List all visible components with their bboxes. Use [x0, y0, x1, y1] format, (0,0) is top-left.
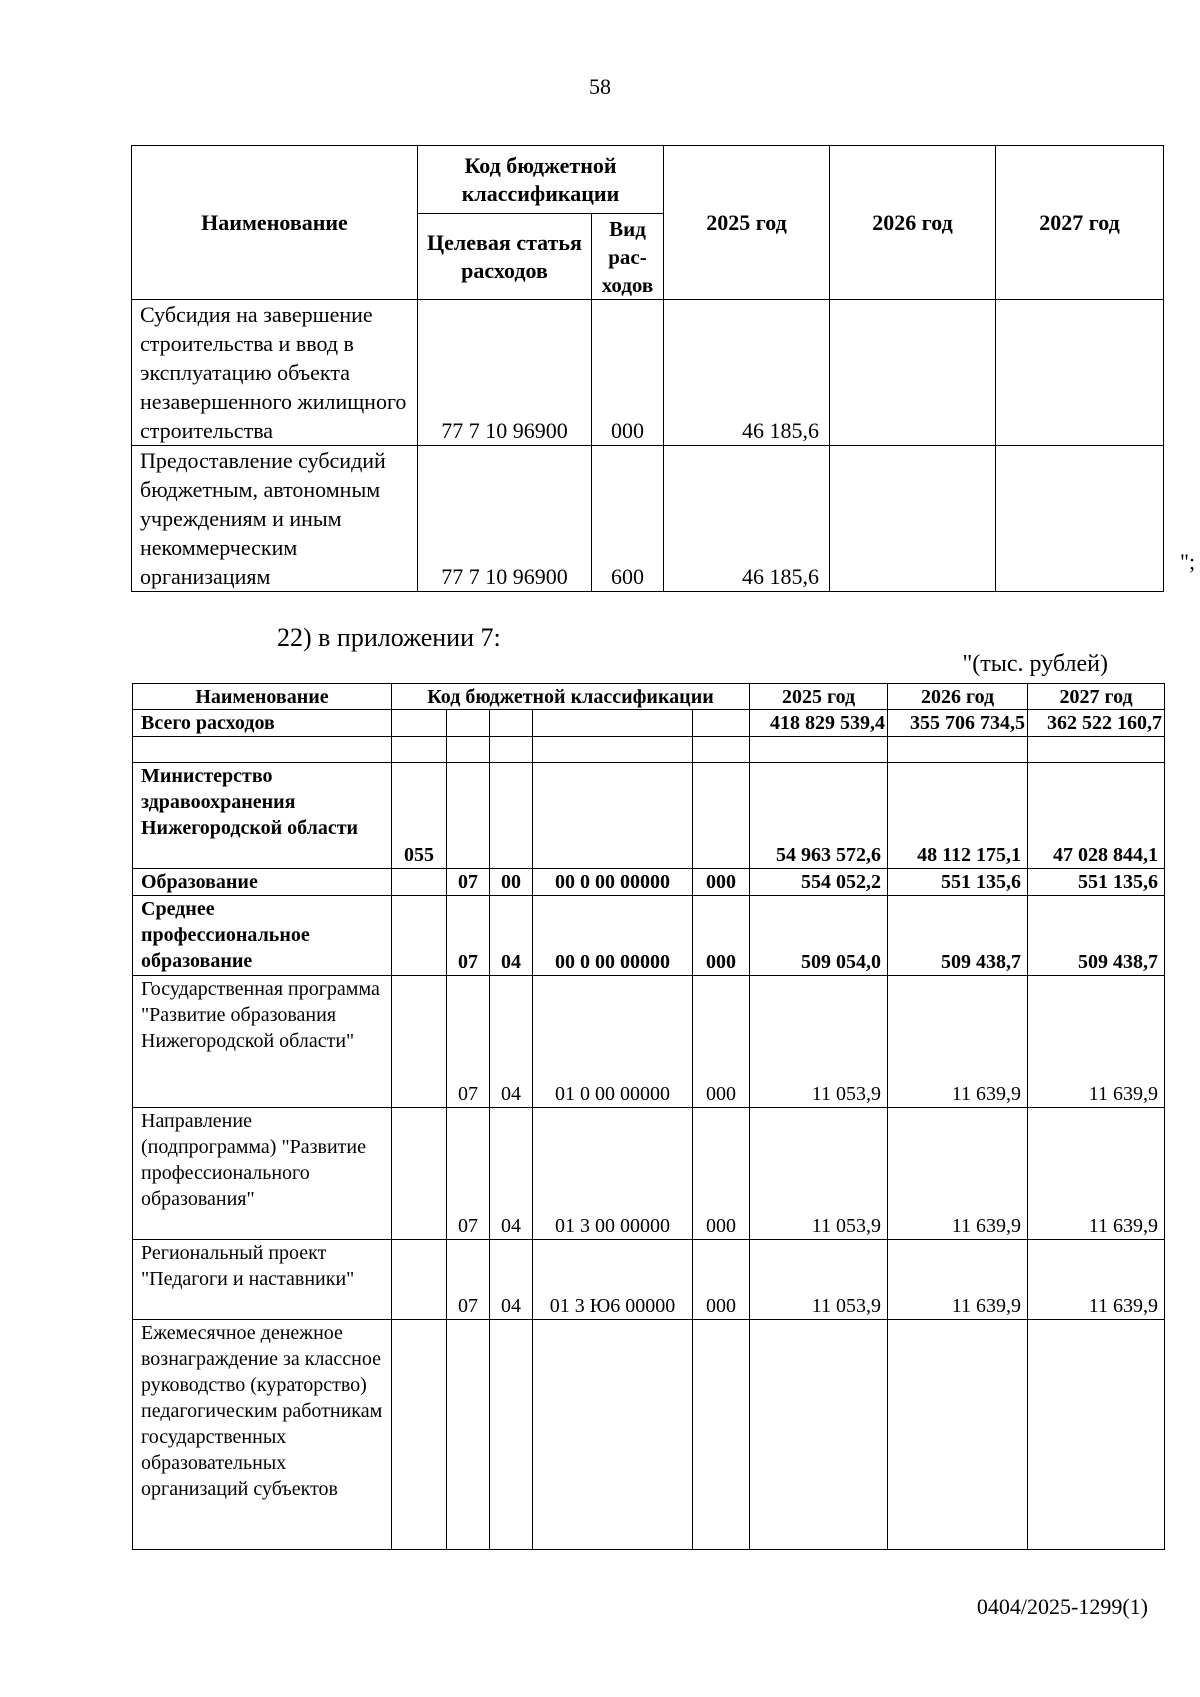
table-row — [132, 300, 1164, 446]
row-expense-type: 000 — [693, 1240, 750, 1320]
row-value-2026: 11 639,9 — [888, 976, 1028, 1108]
row-value-2025: 46 185,6 — [664, 300, 830, 446]
row-target-article: 00 0 00 00000 — [533, 869, 693, 896]
row-value-2026 — [830, 300, 996, 446]
row-name: Образование — [133, 869, 392, 896]
row-target-article: 00 0 00 00000 — [533, 896, 693, 976]
header-year-2027: 2027 год — [996, 146, 1164, 300]
row-value-2025: 46 185,6 — [664, 446, 830, 592]
row-name: Министерство здравоохранения Нижегородской области — [133, 763, 392, 869]
row-subsection — [490, 763, 533, 869]
row-ministry — [392, 1320, 447, 1550]
row-target-article: 01 3 00 00000 — [533, 1108, 693, 1240]
row-section: 07 — [447, 869, 490, 896]
section-heading: 22) в приложении 7: — [277, 623, 501, 652]
row-name: Региональный проект "Педагоги и наставники" — [133, 1240, 392, 1320]
header-year-2027: 2027 год — [1028, 684, 1165, 710]
row-section: 07 — [447, 976, 490, 1108]
table-row — [133, 1240, 1165, 1320]
row-expense-type: 000 — [592, 300, 664, 446]
row-value-2025: 509 054,0 — [750, 896, 888, 976]
header-expense-type: Вид рас-ходов — [592, 214, 664, 300]
header-year-2026: 2026 год — [888, 684, 1028, 710]
row-subsection: 04 — [490, 896, 533, 976]
total-2027: 362 522 160,7 — [1028, 710, 1165, 737]
row-ministry — [392, 976, 447, 1108]
document-code: 0404/2025-1299(1) — [976, 1594, 1148, 1619]
header-year-2025: 2025 год — [750, 684, 888, 710]
row-target-article: 77 7 10 96900 — [418, 446, 592, 592]
header-budget-code: Код бюджетной классификации — [392, 684, 750, 710]
header-name: Наименование — [132, 146, 418, 300]
row-subsection: 04 — [490, 976, 533, 1108]
table-row — [133, 869, 1165, 896]
table-row — [133, 1320, 1165, 1550]
row-expense-type: 600 — [592, 446, 664, 592]
row-ministry — [392, 896, 447, 976]
row-target-article — [533, 763, 693, 869]
table-row — [133, 896, 1165, 976]
row-name: Предоставление субсидий бюджетным, автономным учреждениям и иным некоммерческим организациям — [132, 446, 418, 592]
row-expense-type — [693, 1320, 750, 1550]
appendix-table-continuation — [131, 145, 1164, 592]
units-note: "(тыс. рублей) — [962, 651, 1108, 677]
row-expense-type: 000 — [693, 869, 750, 896]
row-value-2027: 11 639,9 — [1028, 976, 1165, 1108]
row-section: 07 — [447, 896, 490, 976]
row-name: Государственная программа "Развитие образования Нижегородской области" — [133, 976, 392, 1108]
empty-row — [133, 737, 1165, 763]
row-expense-type: 000 — [693, 976, 750, 1108]
row-value-2027 — [996, 300, 1164, 446]
total-label: Всего расходов — [133, 710, 392, 737]
row-value-2025: 11 053,9 — [750, 976, 888, 1108]
total-row — [133, 710, 1165, 737]
table-row — [133, 763, 1165, 869]
row-target-article: 01 3 Ю6 00000 — [533, 1240, 693, 1320]
row-name: Ежемесячное денежное вознаграждение за классное руководство (кураторство) педагогическим работникам государственных образовательных организаций субъектов — [133, 1320, 392, 1550]
row-section — [447, 763, 490, 869]
row-ministry — [392, 869, 447, 896]
row-value-2025: 11 053,9 — [750, 1108, 888, 1240]
row-target-article — [533, 1320, 693, 1550]
row-value-2025 — [750, 1320, 888, 1550]
total-2025: 418 829 539,4 — [750, 710, 888, 737]
table-row — [133, 976, 1165, 1108]
row-ministry: 055 — [392, 763, 447, 869]
row-subsection — [490, 1320, 533, 1550]
row-section: 07 — [447, 1108, 490, 1240]
row-value-2025: 554 052,2 — [750, 869, 888, 896]
row-value-2026 — [888, 1320, 1028, 1550]
closing-quote: "; — [1180, 549, 1196, 574]
header-year-2025: 2025 год — [664, 146, 830, 300]
row-value-2027: 11 639,9 — [1028, 1240, 1165, 1320]
row-section — [447, 1320, 490, 1550]
row-value-2027: 11 639,9 — [1028, 1108, 1165, 1240]
row-target-article: 01 0 00 00000 — [533, 976, 693, 1108]
table-row — [132, 446, 1164, 592]
row-expense-type: 000 — [693, 1108, 750, 1240]
row-value-2026: 48 112 175,1 — [888, 763, 1028, 869]
table-row — [133, 1108, 1165, 1240]
row-value-2026: 11 639,9 — [888, 1108, 1028, 1240]
row-ministry — [392, 1240, 447, 1320]
row-subsection: 04 — [490, 1108, 533, 1240]
row-value-2027: 47 028 844,1 — [1028, 763, 1165, 869]
row-value-2027: 551 135,6 — [1028, 869, 1165, 896]
page-number: 58 — [589, 74, 611, 99]
row-value-2027 — [1028, 1320, 1165, 1550]
row-subsection: 04 — [490, 1240, 533, 1320]
row-target-article: 77 7 10 96900 — [418, 300, 592, 446]
row-value-2026 — [830, 446, 996, 592]
header-year-2026: 2026 год — [830, 146, 996, 300]
row-subsection: 00 — [490, 869, 533, 896]
row-section: 07 — [447, 1240, 490, 1320]
row-value-2027 — [996, 446, 1164, 592]
row-value-2025: 54 963 572,6 — [750, 763, 888, 869]
total-2026: 355 706 734,5 — [888, 710, 1028, 737]
row-value-2026: 551 135,6 — [888, 869, 1028, 896]
row-value-2026: 509 438,7 — [888, 896, 1028, 976]
row-expense-type — [693, 763, 750, 869]
row-expense-type: 000 — [693, 896, 750, 976]
row-name: Среднее профессиональное образование — [133, 896, 392, 976]
header-budget-code: Код бюджетной классификации — [418, 146, 664, 214]
header-name: Наименование — [133, 684, 392, 710]
row-value-2026: 11 639,9 — [888, 1240, 1028, 1320]
row-value-2025: 11 053,9 — [750, 1240, 888, 1320]
row-name: Направление (подпрограмма) "Развитие профессионального образования" — [133, 1108, 392, 1240]
appendix-7-table — [132, 683, 1165, 1550]
row-ministry — [392, 1108, 447, 1240]
header-target-article: Целевая статья расходов — [418, 214, 592, 300]
row-name: Субсидия на завершение строительства и ввод в эксплуатацию объекта незавершенного жилищного строительства — [132, 300, 418, 446]
row-value-2027: 509 438,7 — [1028, 896, 1165, 976]
